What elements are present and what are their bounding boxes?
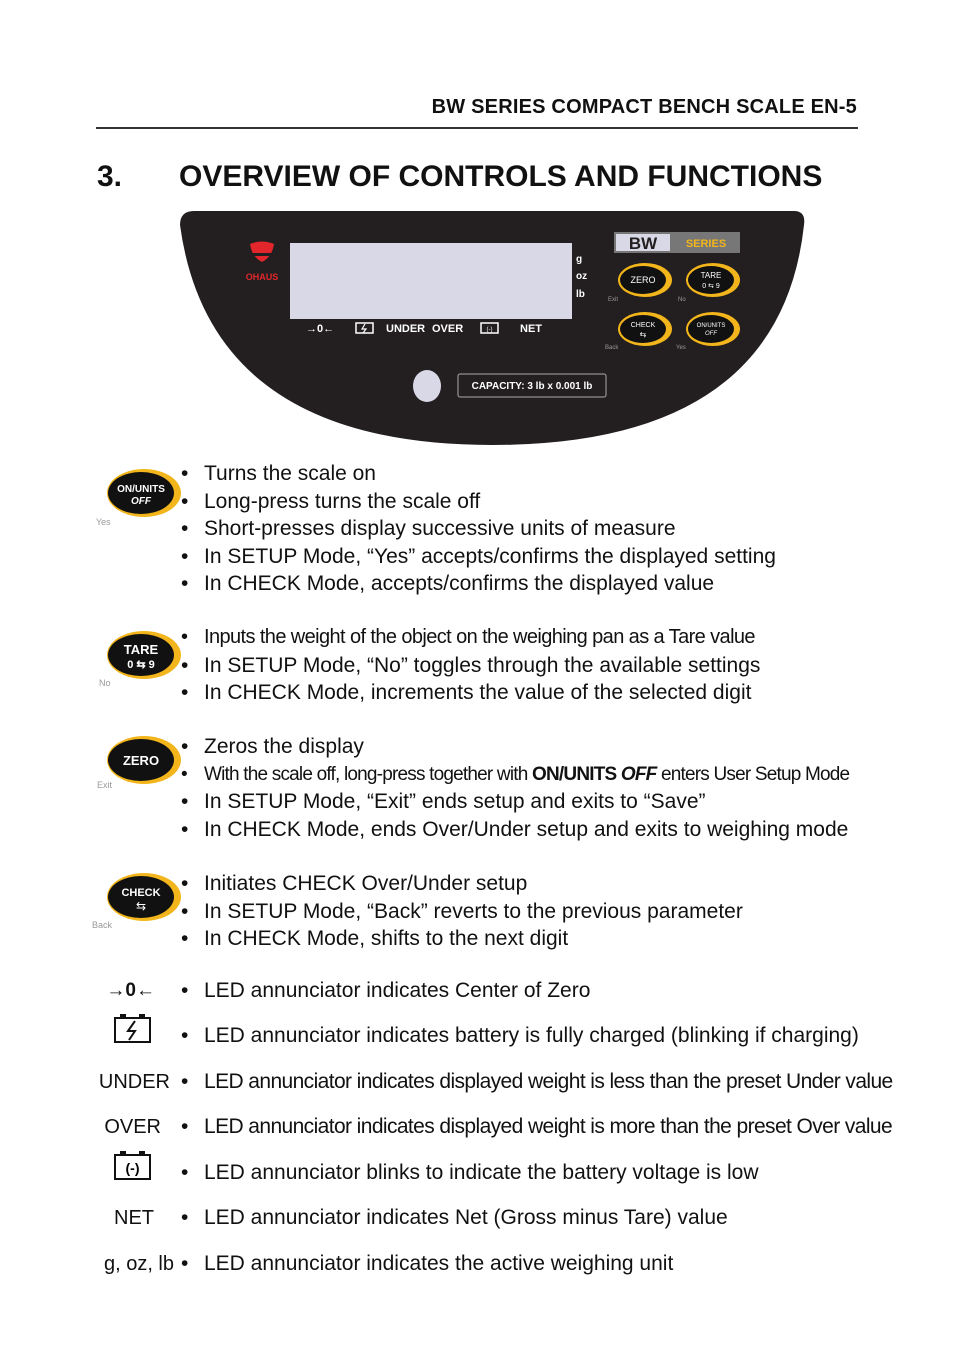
zero-button-icon xyxy=(100,735,182,785)
svg-text:0 ⇆ 9: 0 ⇆ 9 xyxy=(127,659,155,671)
list-item: • In SETUP Mode, “No” toggles through the available settings xyxy=(181,652,760,680)
unit-g: g xyxy=(576,254,583,265)
svg-text:OFF: OFF xyxy=(131,496,151,507)
list-item: • In SETUP Mode, “Back” reverts to the previous parameter xyxy=(181,898,743,926)
zero-description xyxy=(181,733,849,843)
list-item: • In SETUP Mode, “Exit” ends setup and exits to “Save” xyxy=(181,788,849,816)
svg-text:ZERO: ZERO xyxy=(630,275,656,285)
battery-charge-icon xyxy=(114,1014,152,1044)
section-number: 3. xyxy=(97,160,123,193)
net-label: NET xyxy=(114,1207,154,1229)
over-annunciator: OVER xyxy=(432,323,464,335)
list-item: • In CHECK Mode, increments the value of the selected digit xyxy=(181,679,760,707)
svg-text:No: No xyxy=(678,297,686,303)
list-item: • Turns the scale on xyxy=(181,460,776,488)
tare-button-icon xyxy=(100,630,182,680)
section-title: OVERVIEW OF CONTROLS AND FUNCTIONS xyxy=(179,160,823,193)
check-description xyxy=(181,870,743,953)
svg-text:Exit: Exit xyxy=(608,297,619,303)
header-rule xyxy=(96,127,858,129)
battery-low-icon xyxy=(114,1151,152,1181)
svg-text:ZERO: ZERO xyxy=(122,753,160,768)
svg-text:OFF: OFF xyxy=(705,331,717,337)
list-item: • In CHECK Mode, ends Over/Under setup and exits to weighing mode xyxy=(181,816,849,844)
svg-text:ON/UNITS: ON/UNITS xyxy=(117,484,165,495)
svg-text:(-): (-) xyxy=(486,327,493,333)
svg-text:CHECK: CHECK xyxy=(121,887,161,899)
control-panel xyxy=(180,211,805,445)
svg-text:⇆: ⇆ xyxy=(639,330,647,339)
list-item: • Inputs the weight of the object on the weighing pan as a Tare value xyxy=(181,624,760,652)
svg-text:0 ⇆ 9: 0 ⇆ 9 xyxy=(702,283,720,290)
series-badge-word: SERIES xyxy=(685,238,727,250)
unit-lb: lb xyxy=(576,289,585,300)
svg-text:CHECK: CHECK xyxy=(630,322,656,329)
series-badge-bw: BW xyxy=(628,234,658,253)
center-zero-annunciator: →0← xyxy=(306,323,335,335)
zero-sub-label: Exit xyxy=(97,780,113,790)
running-head: BW SERIES COMPACT BENCH SCALE EN-5 xyxy=(431,96,857,118)
combo-key: ON/UNITS xyxy=(532,763,617,785)
logo-text: OHAUS xyxy=(245,272,279,282)
svg-text:⇆: ⇆ xyxy=(135,899,147,913)
combo-key-off: OFF xyxy=(620,763,657,785)
svg-text:TARE: TARE xyxy=(700,271,722,280)
net-annunciator: NET xyxy=(520,323,542,335)
svg-text:Back: Back xyxy=(605,345,619,351)
under-label: UNDER xyxy=(98,1071,170,1093)
list-item: • Zeros the display xyxy=(181,733,849,761)
over-label: OVER xyxy=(104,1116,161,1138)
list-item: • In SETUP Mode, “Yes” accepts/confirms the displayed setting xyxy=(181,543,776,571)
under-annunciator: UNDER xyxy=(386,323,426,335)
svg-text:(-): (-) xyxy=(125,1160,140,1176)
on-units-button-icon xyxy=(100,468,182,518)
on-units-sub-label: Yes xyxy=(96,517,111,527)
svg-text:TARE: TARE xyxy=(123,642,159,657)
list-item: • Short-presses display successive units of measure xyxy=(181,515,776,543)
list-item: • Initiates CHECK Over/Under setup xyxy=(181,870,743,898)
center-zero-label: →0← xyxy=(106,980,155,1001)
unit-label: g, oz, lb xyxy=(103,1253,174,1275)
list-item: • In CHECK Mode, accepts/confirms the displayed value xyxy=(181,570,776,598)
display-window xyxy=(290,243,572,319)
capacity-label: CAPACITY: 3 lb x 0.001 lb xyxy=(471,381,593,392)
svg-text:Yes: Yes xyxy=(676,345,686,351)
tare-sub-label: No xyxy=(99,678,111,688)
check-sub-label: Back xyxy=(92,920,113,930)
list-item xyxy=(181,761,849,789)
svg-text:ON/UNITS: ON/UNITS xyxy=(696,323,726,329)
list-item: • Long-press turns the scale off xyxy=(181,488,776,516)
on-units-description xyxy=(181,460,776,598)
combo-prefix: With the scale off, long-press together with xyxy=(204,763,528,785)
unit-oz: oz xyxy=(576,271,588,282)
combo-suffix: enters User Setup Mode xyxy=(660,763,850,785)
list-item: • In CHECK Mode, shifts to the next digit xyxy=(181,925,743,953)
check-button-icon xyxy=(100,872,182,922)
tare-description xyxy=(181,624,760,707)
level-bubble xyxy=(413,370,441,402)
